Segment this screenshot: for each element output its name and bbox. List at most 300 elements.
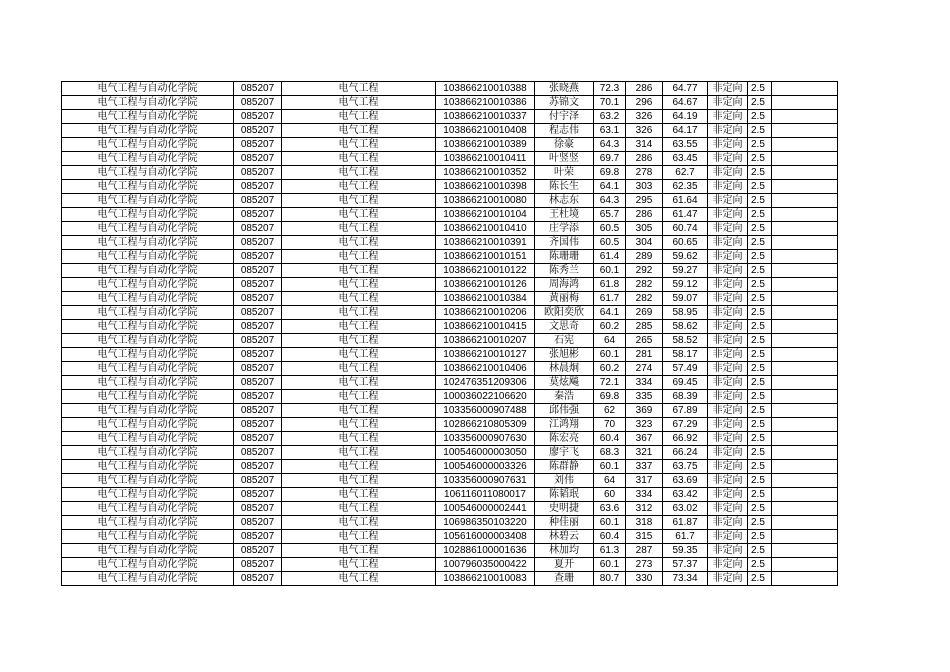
cell-name: 陈长生 [535, 180, 594, 194]
cell-college: 电气工程与自动化学院 [62, 558, 234, 572]
cell-total: 62.35 [663, 180, 708, 194]
cell-exam-id: 103866210010406 [436, 362, 535, 376]
cell-score-a: 60 [594, 488, 626, 502]
cell-major-code: 085207 [234, 432, 282, 446]
cell-extra [772, 334, 838, 348]
cell-score-b: 335 [626, 390, 663, 404]
cell-score-a: 72.1 [594, 376, 626, 390]
cell-weight: 2.5 [748, 110, 772, 124]
cell-name: 周海鸿 [535, 278, 594, 292]
cell-type: 非定向 [708, 460, 748, 474]
cell-exam-id: 103866210010386 [436, 96, 535, 110]
cell-score-b: 315 [626, 530, 663, 544]
cell-weight: 2.5 [748, 306, 772, 320]
cell-major: 电气工程 [282, 558, 436, 572]
table-row [62, 222, 838, 236]
cell-type: 非定向 [708, 138, 748, 152]
cell-name: 王杜境 [535, 208, 594, 222]
cell-major: 电气工程 [282, 418, 436, 432]
cell-extra [772, 376, 838, 390]
cell-weight: 2.5 [748, 194, 772, 208]
cell-exam-id: 103866210010083 [436, 572, 535, 586]
cell-score-a: 69.8 [594, 390, 626, 404]
cell-score-b: 274 [626, 362, 663, 376]
cell-major-code: 085207 [234, 166, 282, 180]
cell-exam-id: 103866210010207 [436, 334, 535, 348]
cell-extra [772, 474, 838, 488]
cell-name: 苏锦文 [535, 96, 594, 110]
cell-exam-id: 103866210010104 [436, 208, 535, 222]
cell-score-b: 292 [626, 264, 663, 278]
cell-weight: 2.5 [748, 236, 772, 250]
cell-score-b: 334 [626, 488, 663, 502]
cell-extra [772, 138, 838, 152]
table-row [62, 250, 838, 264]
cell-college: 电气工程与自动化学院 [62, 180, 234, 194]
cell-major: 电气工程 [282, 432, 436, 446]
cell-score-b: 289 [626, 250, 663, 264]
cell-type: 非定向 [708, 390, 748, 404]
cell-score-b: 296 [626, 96, 663, 110]
cell-name: 江鸿翔 [535, 418, 594, 432]
cell-score-a: 64.1 [594, 180, 626, 194]
cell-major-code: 085207 [234, 334, 282, 348]
cell-college: 电气工程与自动化学院 [62, 222, 234, 236]
cell-type: 非定向 [708, 264, 748, 278]
cell-name: 莫炫飚 [535, 376, 594, 390]
table-row [62, 306, 838, 320]
cell-score-a: 72.3 [594, 82, 626, 96]
table-row [62, 82, 838, 96]
cell-score-b: 285 [626, 320, 663, 334]
cell-type: 非定向 [708, 558, 748, 572]
cell-weight: 2.5 [748, 474, 772, 488]
cell-college: 电气工程与自动化学院 [62, 208, 234, 222]
cell-extra [772, 488, 838, 502]
cell-major-code: 085207 [234, 348, 282, 362]
cell-extra [772, 544, 838, 558]
cell-score-a: 61.7 [594, 292, 626, 306]
cell-score-b: 314 [626, 138, 663, 152]
cell-exam-id: 100036022106620 [436, 390, 535, 404]
table-row [62, 320, 838, 334]
cell-weight: 2.5 [748, 348, 772, 362]
cell-major-code: 085207 [234, 572, 282, 586]
cell-extra [772, 432, 838, 446]
cell-type: 非定向 [708, 404, 748, 418]
cell-exam-id: 105616000003408 [436, 530, 535, 544]
cell-college: 电气工程与自动化学院 [62, 376, 234, 390]
cell-name: 查珊 [535, 572, 594, 586]
cell-college: 电气工程与自动化学院 [62, 194, 234, 208]
cell-total: 69.45 [663, 376, 708, 390]
cell-total: 58.52 [663, 334, 708, 348]
cell-score-a: 60.1 [594, 460, 626, 474]
cell-major: 电气工程 [282, 96, 436, 110]
cell-type: 非定向 [708, 124, 748, 138]
cell-score-a: 64.1 [594, 306, 626, 320]
cell-major: 电气工程 [282, 152, 436, 166]
cell-college: 电气工程与自动化学院 [62, 278, 234, 292]
cell-extra [772, 558, 838, 572]
cell-exam-id: 102476351209306 [436, 376, 535, 390]
cell-total: 64.19 [663, 110, 708, 124]
cell-weight: 2.5 [748, 516, 772, 530]
cell-major-code: 085207 [234, 320, 282, 334]
cell-exam-id: 100546000002441 [436, 502, 535, 516]
cell-exam-id: 103866210010151 [436, 250, 535, 264]
cell-major: 电气工程 [282, 320, 436, 334]
cell-extra [772, 222, 838, 236]
cell-exam-id: 103866210010384 [436, 292, 535, 306]
cell-name: 叶荣 [535, 166, 594, 180]
cell-exam-id: 103866210010337 [436, 110, 535, 124]
cell-score-a: 64.3 [594, 138, 626, 152]
cell-weight: 2.5 [748, 334, 772, 348]
table-row [62, 432, 838, 446]
cell-weight: 2.5 [748, 390, 772, 404]
cell-score-a: 62 [594, 404, 626, 418]
cell-score-b: 305 [626, 222, 663, 236]
cell-score-a: 61.8 [594, 278, 626, 292]
cell-type: 非定向 [708, 474, 748, 488]
table-row [62, 474, 838, 488]
cell-major: 电气工程 [282, 82, 436, 96]
table-row [62, 488, 838, 502]
cell-name: 邱伟强 [535, 404, 594, 418]
cell-score-a: 69.7 [594, 152, 626, 166]
cell-exam-id: 103866210010388 [436, 82, 535, 96]
cell-total: 66.24 [663, 446, 708, 460]
cell-weight: 2.5 [748, 166, 772, 180]
cell-total: 63.75 [663, 460, 708, 474]
cell-college: 电气工程与自动化学院 [62, 320, 234, 334]
cell-name: 庄学添 [535, 222, 594, 236]
cell-extra [772, 572, 838, 586]
cell-name: 陈秀兰 [535, 264, 594, 278]
cell-score-b: 369 [626, 404, 663, 418]
cell-major: 电气工程 [282, 264, 436, 278]
table-body [62, 82, 838, 586]
cell-exam-id: 103866210010127 [436, 348, 535, 362]
cell-name: 林碧云 [535, 530, 594, 544]
cell-score-b: 281 [626, 348, 663, 362]
table-row [62, 236, 838, 250]
cell-name: 黄丽梅 [535, 292, 594, 306]
cell-major-code: 085207 [234, 208, 282, 222]
cell-score-b: 318 [626, 516, 663, 530]
cell-extra [772, 530, 838, 544]
cell-type: 非定向 [708, 180, 748, 194]
cell-weight: 2.5 [748, 432, 772, 446]
table-row [62, 446, 838, 460]
cell-score-b: 323 [626, 418, 663, 432]
cell-major-code: 085207 [234, 544, 282, 558]
cell-extra [772, 292, 838, 306]
table-row [62, 110, 838, 124]
cell-major: 电气工程 [282, 250, 436, 264]
cell-weight: 2.5 [748, 82, 772, 96]
cell-extra [772, 320, 838, 334]
cell-major: 电气工程 [282, 138, 436, 152]
cell-extra [772, 502, 838, 516]
cell-extra [772, 180, 838, 194]
cell-extra [772, 418, 838, 432]
cell-exam-id: 106986350103220 [436, 516, 535, 530]
cell-major-code: 085207 [234, 264, 282, 278]
cell-score-a: 60.1 [594, 264, 626, 278]
cell-score-b: 312 [626, 502, 663, 516]
cell-college: 电气工程与自动化学院 [62, 334, 234, 348]
cell-score-a: 60.5 [594, 236, 626, 250]
cell-name: 林志东 [535, 194, 594, 208]
cell-extra [772, 166, 838, 180]
cell-college: 电气工程与自动化学院 [62, 530, 234, 544]
cell-weight: 2.5 [748, 208, 772, 222]
table-row [62, 558, 838, 572]
cell-name: 张晓燕 [535, 82, 594, 96]
cell-score-b: 287 [626, 544, 663, 558]
cell-weight: 2.5 [748, 96, 772, 110]
cell-type: 非定向 [708, 530, 748, 544]
cell-weight: 2.5 [748, 320, 772, 334]
cell-major-code: 085207 [234, 110, 282, 124]
cell-score-a: 60.1 [594, 558, 626, 572]
cell-weight: 2.5 [748, 488, 772, 502]
cell-total: 68.39 [663, 390, 708, 404]
cell-type: 非定向 [708, 488, 748, 502]
cell-name: 廖宇飞 [535, 446, 594, 460]
cell-name: 付宇泽 [535, 110, 594, 124]
cell-college: 电气工程与自动化学院 [62, 236, 234, 250]
cell-extra [772, 348, 838, 362]
cell-name: 夏开 [535, 558, 594, 572]
cell-score-b: 321 [626, 446, 663, 460]
cell-total: 66.92 [663, 432, 708, 446]
cell-major: 电气工程 [282, 362, 436, 376]
cell-college: 电气工程与自动化学院 [62, 502, 234, 516]
cell-major: 电气工程 [282, 474, 436, 488]
cell-extra [772, 110, 838, 124]
cell-major-code: 085207 [234, 474, 282, 488]
cell-major-code: 085207 [234, 516, 282, 530]
cell-college: 电气工程与自动化学院 [62, 264, 234, 278]
cell-weight: 2.5 [748, 502, 772, 516]
cell-major-code: 085207 [234, 96, 282, 110]
cell-extra [772, 460, 838, 474]
table-row [62, 460, 838, 474]
cell-name: 陈群静 [535, 460, 594, 474]
cell-total: 61.47 [663, 208, 708, 222]
cell-total: 57.37 [663, 558, 708, 572]
cell-major: 电气工程 [282, 516, 436, 530]
cell-extra [772, 82, 838, 96]
cell-exam-id: 103866210010391 [436, 236, 535, 250]
cell-score-b: 326 [626, 110, 663, 124]
cell-exam-id: 100546000003326 [436, 460, 535, 474]
cell-score-b: 265 [626, 334, 663, 348]
cell-type: 非定向 [708, 418, 748, 432]
cell-college: 电气工程与自动化学院 [62, 516, 234, 530]
cell-score-a: 60.2 [594, 320, 626, 334]
cell-college: 电气工程与自动化学院 [62, 306, 234, 320]
cell-major-code: 085207 [234, 292, 282, 306]
cell-exam-id: 100796035000422 [436, 558, 535, 572]
cell-score-a: 70 [594, 418, 626, 432]
cell-college: 电气工程与自动化学院 [62, 250, 234, 264]
table-row [62, 376, 838, 390]
cell-total: 62.7 [663, 166, 708, 180]
cell-extra [772, 250, 838, 264]
cell-name: 齐国伟 [535, 236, 594, 250]
cell-total: 60.65 [663, 236, 708, 250]
cell-type: 非定向 [708, 194, 748, 208]
cell-college: 电气工程与自动化学院 [62, 152, 234, 166]
cell-extra [772, 194, 838, 208]
cell-weight: 2.5 [748, 180, 772, 194]
cell-college: 电气工程与自动化学院 [62, 292, 234, 306]
cell-exam-id: 100546000003050 [436, 446, 535, 460]
table-row [62, 516, 838, 530]
cell-major: 电气工程 [282, 236, 436, 250]
cell-score-b: 326 [626, 124, 663, 138]
cell-extra [772, 124, 838, 138]
cell-weight: 2.5 [748, 152, 772, 166]
cell-extra [772, 152, 838, 166]
cell-name: 徐豪 [535, 138, 594, 152]
cell-major-code: 085207 [234, 390, 282, 404]
cell-score-a: 61.3 [594, 544, 626, 558]
cell-score-b: 303 [626, 180, 663, 194]
cell-score-a: 64.3 [594, 194, 626, 208]
cell-weight: 2.5 [748, 292, 772, 306]
cell-major: 电气工程 [282, 502, 436, 516]
cell-total: 61.64 [663, 194, 708, 208]
cell-score-b: 278 [626, 166, 663, 180]
cell-major: 电气工程 [282, 208, 436, 222]
cell-score-a: 68.3 [594, 446, 626, 460]
cell-type: 非定向 [708, 166, 748, 180]
cell-exam-id: 102866210805309 [436, 418, 535, 432]
cell-weight: 2.5 [748, 460, 772, 474]
cell-major-code: 085207 [234, 404, 282, 418]
cell-college: 电气工程与自动化学院 [62, 362, 234, 376]
cell-major-code: 085207 [234, 558, 282, 572]
cell-score-b: 286 [626, 152, 663, 166]
cell-major-code: 085207 [234, 530, 282, 544]
cell-type: 非定向 [708, 572, 748, 586]
cell-college: 电气工程与自动化学院 [62, 544, 234, 558]
cell-name: 陈珊珊 [535, 250, 594, 264]
cell-total: 63.69 [663, 474, 708, 488]
cell-major: 电气工程 [282, 488, 436, 502]
cell-extra [772, 264, 838, 278]
table-row [62, 544, 838, 558]
cell-score-a: 60.2 [594, 362, 626, 376]
cell-weight: 2.5 [748, 418, 772, 432]
cell-name: 文思奇 [535, 320, 594, 334]
cell-total: 58.62 [663, 320, 708, 334]
cell-name: 史明捷 [535, 502, 594, 516]
cell-extra [772, 362, 838, 376]
cell-type: 非定向 [708, 446, 748, 460]
cell-total: 57.49 [663, 362, 708, 376]
cell-major: 电气工程 [282, 446, 436, 460]
cell-extra [772, 516, 838, 530]
cell-major: 电气工程 [282, 404, 436, 418]
cell-weight: 2.5 [748, 250, 772, 264]
cell-major-code: 085207 [234, 138, 282, 152]
table-row [62, 572, 838, 586]
cell-major: 电气工程 [282, 194, 436, 208]
cell-type: 非定向 [708, 544, 748, 558]
table-row [62, 362, 838, 376]
cell-extra [772, 306, 838, 320]
cell-weight: 2.5 [748, 544, 772, 558]
cell-score-a: 60.4 [594, 432, 626, 446]
cell-total: 64.17 [663, 124, 708, 138]
table-row [62, 404, 838, 418]
cell-college: 电气工程与自动化学院 [62, 166, 234, 180]
cell-total: 59.12 [663, 278, 708, 292]
cell-name: 陈韬珉 [535, 488, 594, 502]
cell-major-code: 085207 [234, 488, 282, 502]
cell-total: 63.42 [663, 488, 708, 502]
cell-weight: 2.5 [748, 530, 772, 544]
cell-weight: 2.5 [748, 222, 772, 236]
cell-name: 程志伟 [535, 124, 594, 138]
cell-score-a: 61.4 [594, 250, 626, 264]
cell-weight: 2.5 [748, 362, 772, 376]
cell-college: 电气工程与自动化学院 [62, 404, 234, 418]
cell-major: 电气工程 [282, 124, 436, 138]
cell-total: 58.95 [663, 306, 708, 320]
cell-college: 电气工程与自动化学院 [62, 390, 234, 404]
cell-score-b: 367 [626, 432, 663, 446]
cell-major: 电气工程 [282, 110, 436, 124]
cell-extra [772, 208, 838, 222]
cell-score-a: 60.4 [594, 530, 626, 544]
cell-total: 63.45 [663, 152, 708, 166]
table-row [62, 390, 838, 404]
cell-total: 59.27 [663, 264, 708, 278]
cell-score-a: 63.1 [594, 124, 626, 138]
cell-weight: 2.5 [748, 558, 772, 572]
cell-name: 叶竖竖 [535, 152, 594, 166]
cell-college: 电气工程与自动化学院 [62, 124, 234, 138]
cell-type: 非定向 [708, 516, 748, 530]
table-row [62, 180, 838, 194]
cell-total: 59.35 [663, 544, 708, 558]
cell-weight: 2.5 [748, 264, 772, 278]
cell-score-b: 330 [626, 572, 663, 586]
cell-name: 欧阳奕欣 [535, 306, 594, 320]
cell-score-a: 70.1 [594, 96, 626, 110]
cell-major-code: 085207 [234, 278, 282, 292]
cell-exam-id: 103866210010415 [436, 320, 535, 334]
cell-major: 电气工程 [282, 180, 436, 194]
cell-major: 电气工程 [282, 222, 436, 236]
cell-major: 电气工程 [282, 306, 436, 320]
cell-exam-id: 103866210010398 [436, 180, 535, 194]
cell-type: 非定向 [708, 348, 748, 362]
cell-type: 非定向 [708, 110, 748, 124]
cell-name: 刘伟 [535, 474, 594, 488]
cell-exam-id: 103866210010410 [436, 222, 535, 236]
cell-total: 64.67 [663, 96, 708, 110]
cell-exam-id: 103866210010411 [436, 152, 535, 166]
cell-extra [772, 446, 838, 460]
